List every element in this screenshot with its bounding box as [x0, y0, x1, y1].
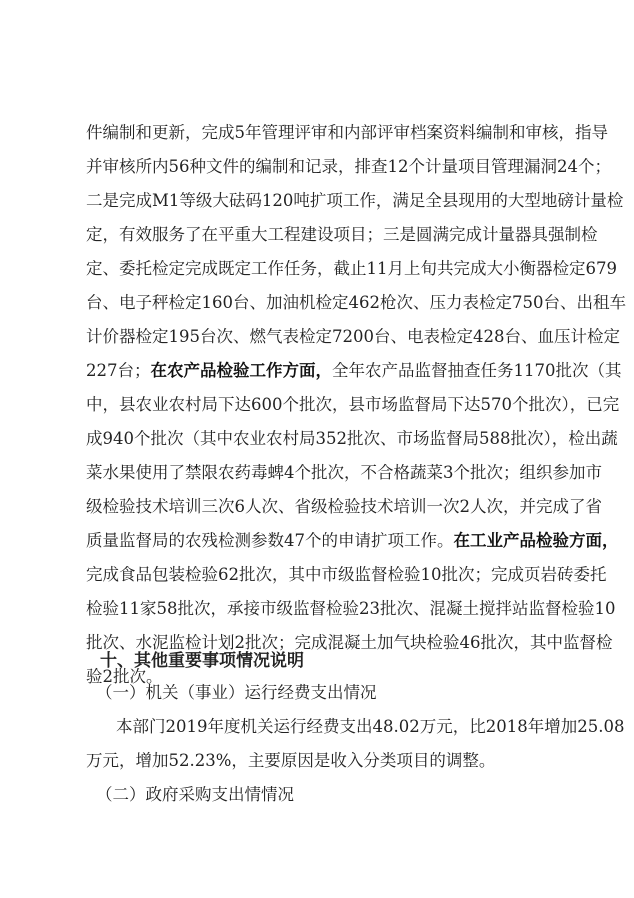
paragraph-line [86, 360, 622, 382]
paragraph-line [86, 598, 616, 620]
section-heading: 十、其他重要事项情况说明 [100, 651, 304, 671]
paragraph-line [86, 224, 598, 246]
text-segment: 件编制和更新，完成5年管理评审和内部评审档案资料编制和审核，指导 [86, 123, 608, 142]
text-segment: 二是完成M1等级大砝码120吨扩项工作，满足全县现用的大型地磅计量检 [86, 191, 624, 210]
paragraph-line [86, 292, 626, 314]
paragraph-line [86, 530, 619, 552]
paragraph-line [86, 428, 618, 450]
paragraph-line [86, 156, 611, 178]
text-segment: 中，县农业农村局下达600个批次，县市场监督局下达570个批次），已完 [86, 395, 620, 414]
paragraph-line: 本部门2019年度机关运行经费支出48.02万元，比2018年增加25.08 [116, 717, 625, 736]
text-segment: 227台； [86, 361, 151, 380]
subsection-heading-1: （一）机关（事业）运行经费支出情况 [96, 683, 377, 702]
paragraph-line [86, 496, 602, 518]
text-segment: 定、委托检定完成既定工作任务，截止11月上旬共完成大小衡器检定679 [86, 259, 617, 278]
subsection-heading-2: （二）政府采购支出情情况 [96, 785, 294, 804]
text-segment: 定，有效服务了在平重大工程建设项目；三是圆满完成计量器具强制检 [86, 225, 598, 244]
text-segment: 成940个批次（其中农业农村局352批次、市场监督局588批次），检出蔬 [86, 429, 618, 448]
text-segment: 质量监督局的农残检测参数47个的申请扩项工作。 [86, 531, 454, 550]
bold-lead-text: 在工业产品检验方面， [453, 531, 619, 550]
bold-lead-text: 在农产品检验工作方面， [150, 361, 332, 380]
paragraph-line [86, 326, 620, 348]
paragraph-line: 万元，增加52.23%，主要原因是收入分类项目的调整。 [86, 751, 496, 770]
text-segment: 完成食品包装检验62批次，其中市级监督检验10批次；完成页岩砖委托 [86, 565, 607, 584]
text-segment: 验2批次。 [86, 667, 163, 686]
paragraph-line [86, 462, 602, 484]
paragraph-line [86, 258, 617, 280]
text-segment: 级检验技术培训三次6人次、省级检验技术培训一次2人次，并完成了省 [86, 497, 602, 516]
text-segment: 计价器检定195台次、燃气表检定7200台、电表检定428台、血压计检定 [86, 327, 620, 346]
paragraph-line [86, 394, 620, 416]
text-segment: 并审核所内56种文件的编制和记录，排查12个计量项目管理漏洞24个； [86, 157, 611, 176]
text-segment: 检验11家58批次，承接市级监督检验23批次、混凝土搅拌站监督检验10 [86, 599, 616, 618]
text-segment: 全年农产品监督抽查任务1170批次（其 [332, 361, 622, 380]
paragraph-line [86, 190, 624, 212]
paragraph-line [86, 564, 607, 586]
paragraph-line [86, 122, 608, 144]
text-segment: 批次、水泥监检计划2批次；完成混凝土加气块检验46批次，其中监督检 [86, 633, 613, 652]
text-segment: 台、电子秤检定160台、加油机检定462枪次、压力表检定750台、出租车 [86, 293, 626, 312]
text-segment: 菜水果使用了禁限农药毒蜱4个批次，不合格蔬菜3个批次；组织参加市 [86, 463, 602, 482]
